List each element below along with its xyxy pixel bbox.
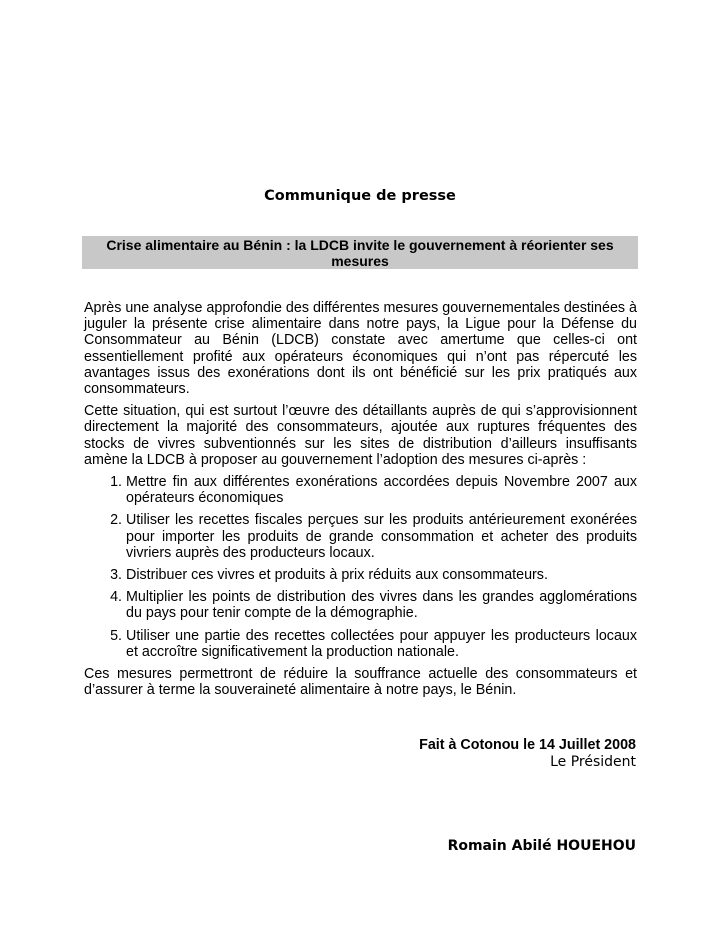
- signature-role: Le Président: [550, 754, 636, 770]
- paragraph-intro: Après une analyse approfondie des différentes mesures gouvernementales destinées à juguler la présente crise alimentaire dans notre pays, la Ligue pour la Défense du Consommateur au Bénin (LDCB) constate avec amertume que celles-ci ont essentiellement profité aux opérateurs économiques qui n’ont pas répercuté les avantages issus des exonérations dont ils ont bénéficié sur les prix pratiqués aux consommateurs.: [84, 300, 637, 398]
- measure-item: 1. Mettre fin aux différentes exonérations accordées depuis Novembre 2007 aux opérateurs économiques: [126, 474, 637, 506]
- subject-banner: Crise alimentaire au Bénin : la LDCB invite le gouvernement à réorienter ses mesures: [82, 236, 638, 269]
- paragraph-situation: Cette situation, qui est surtout l’œuvre des détaillants auprès de qui s’approvisionnent directement la majorité des consommateurs, ajoutée aux ruptures fréquentes des stocks de vivres subventionnés sur les sites de distribution d’ailleurs insuffisants amène la LDCB à proposer au gouvernement l’adoption des mesures ci-après :: [84, 403, 637, 468]
- measure-item: 3. Distribuer ces vivres et produits à prix réduits aux consommateurs.: [126, 567, 637, 583]
- signature-name: Romain Abilé HOUEHOU: [447, 838, 636, 854]
- measure-item: 4. Multiplier les points de distribution des vivres dans les grandes agglomérations du pays pour tenir compte de la démographie.: [126, 589, 637, 621]
- measures-list: [84, 474, 637, 660]
- measure-item: 2. Utiliser les recettes fiscales perçues sur les produits antérieurement exonérées pour importer les produits de grande consommation et acheter des produits vivriers auprès des producteurs locaux.: [126, 512, 637, 561]
- signature-place-date: Fait à Cotonou le 14 Juillet 2008: [419, 737, 636, 753]
- measure-item: 5. Utiliser une partie des recettes collectées pour appuyer les producteurs locaux et accroître significativement la production nationale.: [126, 628, 637, 660]
- document-body: [84, 300, 637, 704]
- paragraph-conclusion: Ces mesures permettront de réduire la souffrance actuelle des consommateurs et d’assurer à terme la souveraineté alimentaire à notre pays, le Bénin.: [84, 666, 637, 699]
- document-title: Communique de presse: [264, 188, 456, 204]
